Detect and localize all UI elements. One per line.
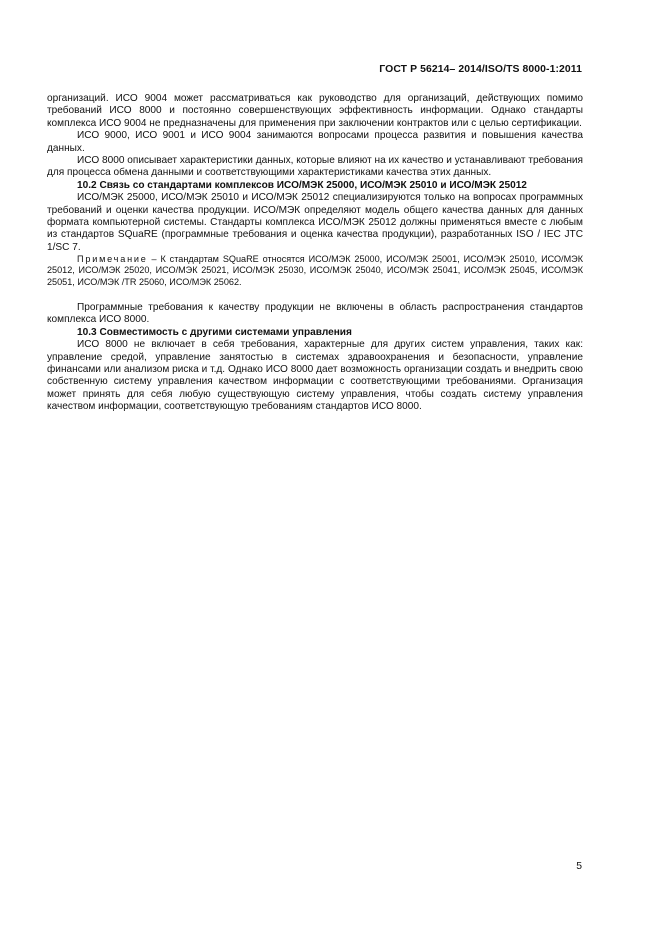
paragraph-iso9004: организаций. ИСО 9004 может рассматриваться как руководство для организаций, действующих помимо требований ИСО 8000 и постоянно совершенствующих эффективность информации. Однако стандарты комплекса ИСО 9004 не предназначены для применения при заключении контрактов или с целью сертификации. [47,93,583,129]
page-number: 5 [576,861,582,872]
spacer [47,288,583,302]
section-heading-10-2: 10.2 Связь со стандартами комплексов ИСО/МЭК 25000, ИСО/МЭК 25010 и ИСО/МЭК 25012 [77,179,527,191]
page-body [47,93,583,414]
document-header: ГОСТ Р 56214– 2014/ISO/TS 8000-1:2011 [379,64,582,75]
section-heading-10-3: 10.3 Совместимость с другими системами управления [77,326,352,338]
note-label: Примечание [77,254,148,265]
note [47,254,583,288]
note-text: – К стандартам SQuaRE относятся ИСО/МЭК 25000, ИСО/МЭК 25001, ИСО/МЭК 25010, ИСО/МЭК 25012, ИСО/МЭК 25020, ИСО/МЭК 25021, ИСО/МЭК 25030, ИСО/МЭК 25040, ИСО/МЭК 25041, ИСО/МЭК 25045, ИСО/МЭК 25051, ИСО/МЭК /TR 25060, ИСО/МЭК 25062. [47,254,583,287]
paragraph-iso9000-series: ИСО 9000, ИСО 9001 и ИСО 9004 занимаются вопросами процесса развития и повышения качества данных. [47,130,583,154]
paragraph-management-systems: ИСО 8000 не включает в себя требования, характерные для других систем управления, таких как: управление средой, управление занятостью в системах здравоохранения и безопасности, управление финансами или анализом риска и т.д. Однако ИСО 8000 дает возможность организации создать и внедрить свою собственную систему управления качеством информации с соответствующими требованиями. Организация может принять для себя любую существующую систему управления, чтобы создать систему управления качеством информации, соответствующую требованиям стандартов ИСО 8000. [47,339,583,413]
paragraph-iso8000-characteristics: ИСО 8000 описывает характеристики данных, которые влияют на их качество и устанавливают требования для процесса обмена данными и соответствующими характеристиками качества этих данных. [47,155,583,179]
paragraph-iso-iec-25000: ИСО/МЭК 25000, ИСО/МЭК 25010 и ИСО/МЭК 25012 специализируются только на вопросах программных требований и оценки качества продукции. ИСО/МЭК определяют модель общего качества данных для данных формата компьютерной системы. Стандарты комплекса ИСО/МЭК 25012 должны применяться вместе с любым из стандартов SQuaRE (программные требования и оценка качества продукции), разработанных ISO / IEC JTC 1/SC 7. [47,192,583,253]
paragraph-software-requirements: Программные требования к качеству продукции не включены в область распространения стандартов комплекса ИСО 8000. [47,301,583,326]
